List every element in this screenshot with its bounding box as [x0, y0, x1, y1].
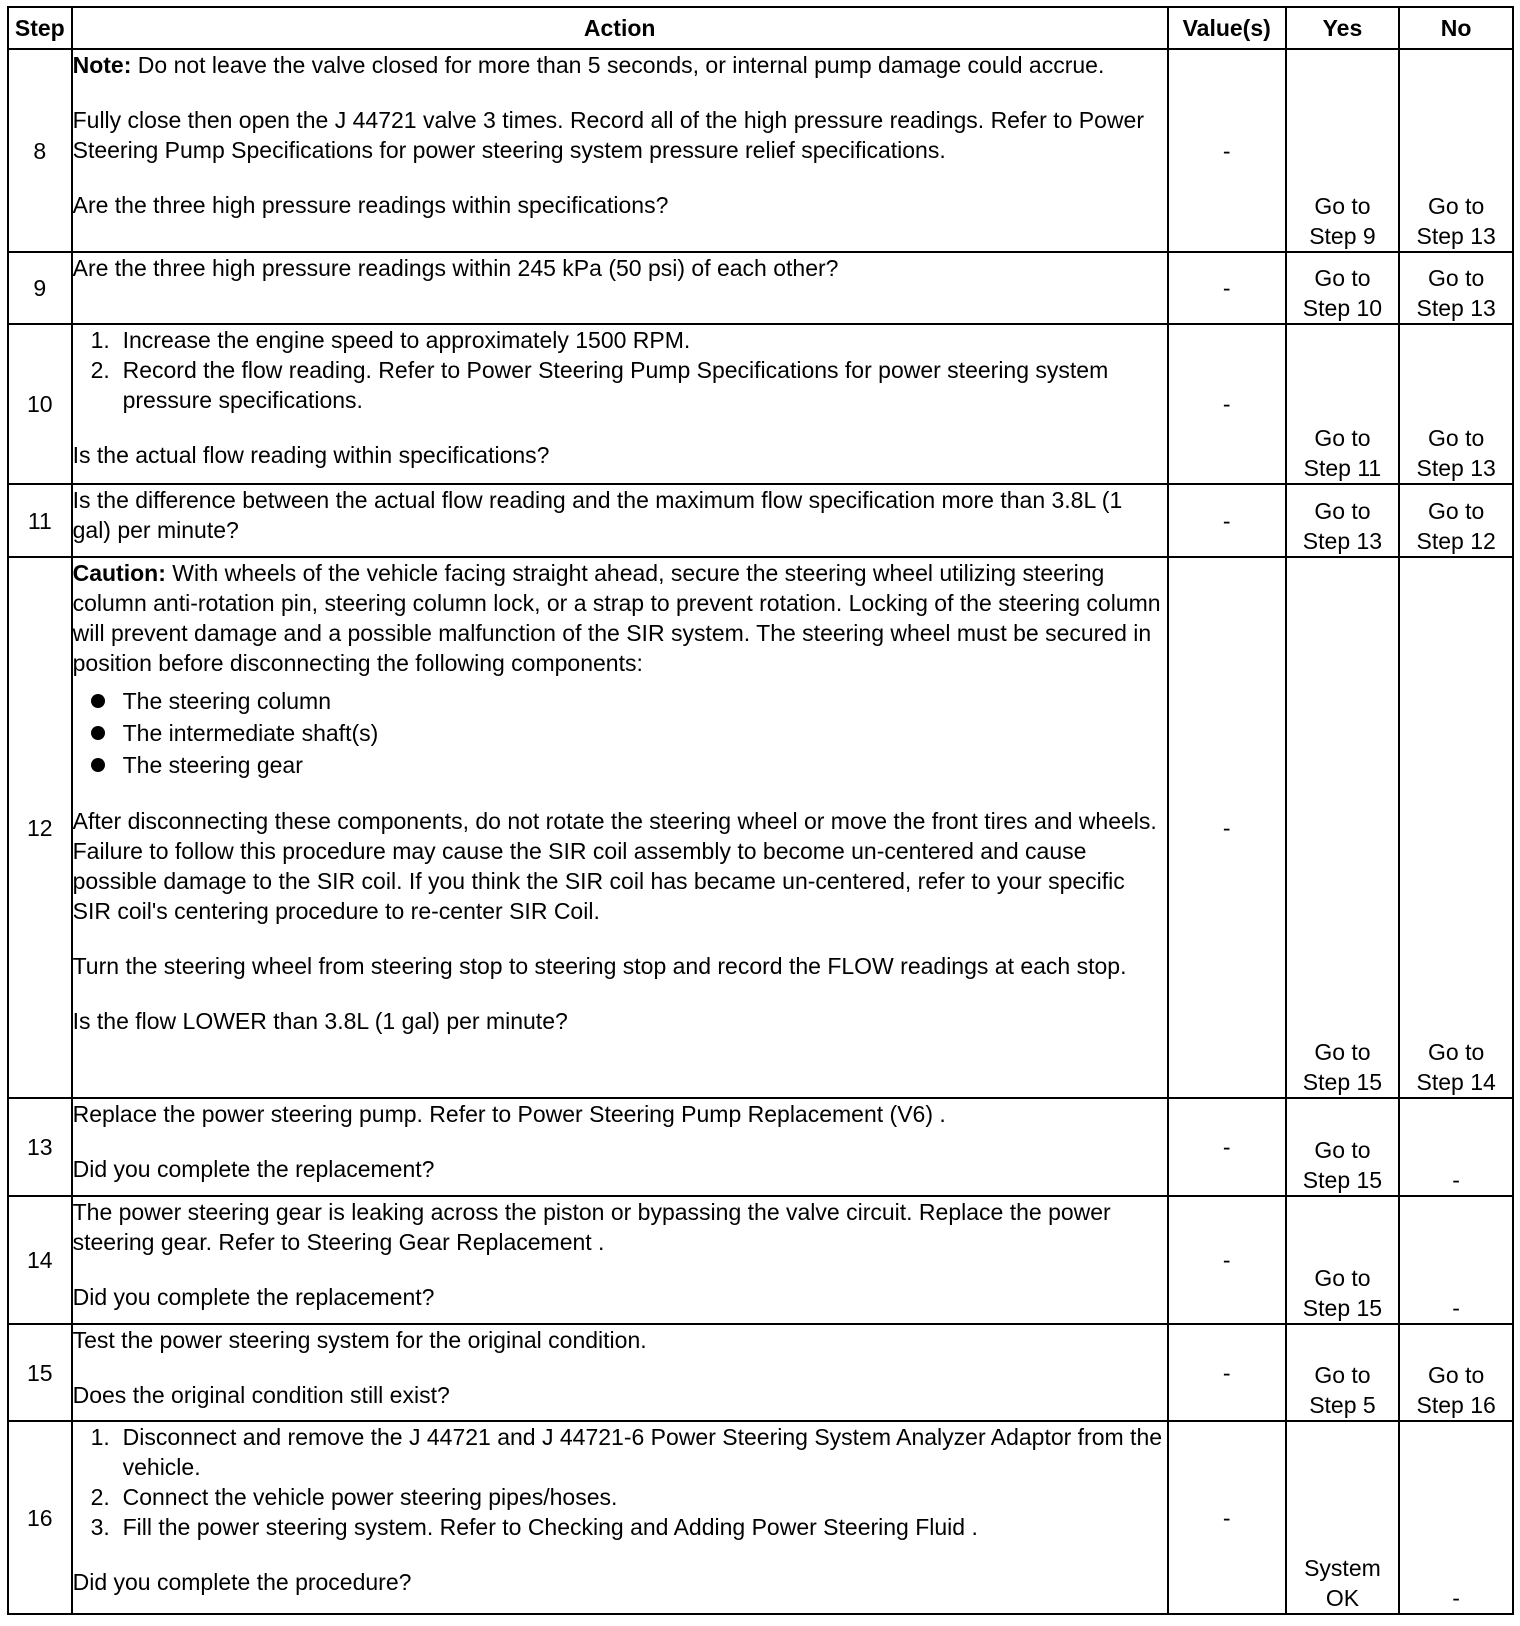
col-header-action: Action — [72, 7, 1168, 49]
action-cell — [72, 1324, 1168, 1421]
list-item — [91, 749, 1167, 781]
no-cell: - — [1399, 1421, 1513, 1614]
yes-target: Step 15 — [1302, 1295, 1383, 1321]
question-text: Is the difference between the actual flow reading and the maximum flow specification more than 3.8L (1 gal) per minute? — [72, 487, 1123, 543]
list-number: 1. — [90, 327, 110, 353]
caution — [73, 558, 1167, 678]
no-target: Step 16 — [1416, 1392, 1496, 1418]
col-header-yes: Yes — [1286, 7, 1400, 49]
yes-line: System — [1304, 1555, 1381, 1581]
list-number: 3. — [90, 1514, 110, 1540]
value-cell: - — [1168, 324, 1286, 484]
numbered-list — [73, 1422, 1167, 1542]
yes-target: Step 5 — [1309, 1392, 1376, 1418]
list-number: 1. — [90, 1424, 110, 1450]
step-number: 9 — [8, 252, 72, 324]
bullet-icon — [91, 717, 123, 749]
col-header-values: Value(s) — [1168, 7, 1286, 49]
action-cell — [72, 49, 1168, 252]
table-row — [8, 324, 1513, 484]
value-cell: - — [1168, 49, 1286, 252]
table-row — [8, 49, 1513, 252]
action-cell — [72, 1421, 1168, 1614]
list-item — [91, 355, 1167, 415]
yes-line: Go to — [1314, 1265, 1371, 1291]
instruction-text: The power steering gear is leaking across the piston or bypassing the valve circuit. Replace the power steering gear. Refer to Steering Gear Replacement . — [72, 1199, 1111, 1255]
value-cell: - — [1168, 1196, 1286, 1324]
no-target: Step 13 — [1416, 295, 1496, 321]
step-number: 14 — [8, 1196, 72, 1324]
list-text: Disconnect and remove the J 44721 and J 44721-6 Power Steering System Analyzer Adaptor from the vehicle. — [122, 1424, 1163, 1480]
col-header-step: Step — [8, 7, 72, 49]
instruction-text: Fully close then open the J 44721 valve 3 times. Record all of the high pressure readings. Refer to Power Steering Pump Specifications for power steering system pressure relief specifications. — [72, 107, 1144, 163]
no-target: Step 13 — [1416, 223, 1496, 249]
yes-cell — [1286, 1196, 1400, 1324]
list-text: Record the flow reading. Refer to Power Steering Pump Specifications for power steering system pressure specifications. — [122, 357, 1109, 413]
table-row — [8, 1196, 1513, 1324]
yes-cell — [1286, 1324, 1400, 1421]
list-item — [91, 717, 1167, 749]
no-line: Go to — [1428, 425, 1485, 451]
question-text: Is the actual flow reading within specifications? — [72, 442, 550, 468]
list-number: 2. — [90, 1484, 110, 1510]
action-cell — [72, 1098, 1168, 1196]
step-number: 8 — [8, 49, 72, 252]
no-line: Go to — [1428, 1362, 1485, 1388]
yes-cell — [1286, 1098, 1400, 1196]
list-item — [91, 1482, 1167, 1512]
list-item — [91, 325, 1167, 355]
step-number: 16 — [8, 1421, 72, 1614]
no-line: Go to — [1428, 498, 1485, 524]
yes-line: Go to — [1314, 265, 1371, 291]
note-label: Note: — [72, 52, 132, 78]
no-line: Go to — [1428, 265, 1485, 291]
numbered-list — [73, 325, 1167, 415]
question-text: Are the three high pressure readings within specifications? — [72, 192, 669, 218]
question-text: Did you complete the procedure? — [72, 1569, 412, 1595]
no-cell — [1399, 484, 1513, 557]
no-cell — [1399, 324, 1513, 484]
yes-line: Go to — [1314, 425, 1371, 451]
question-text: Does the original condition still exist? — [72, 1382, 450, 1408]
yes-cell — [1286, 252, 1400, 324]
question-text: Did you complete the replacement? — [72, 1284, 435, 1310]
value-cell: - — [1168, 557, 1286, 1098]
yes-line: Go to — [1314, 193, 1371, 219]
table-row — [8, 252, 1513, 324]
value-cell: - — [1168, 1098, 1286, 1196]
instruction-text: Replace the power steering pump. Refer to Power Steering Pump Replacement (V6) . — [72, 1101, 946, 1127]
no-cell — [1399, 49, 1513, 252]
table-row — [8, 484, 1513, 557]
question-text: Are the three high pressure readings within 245 kPa (50 psi) of each other? — [72, 255, 839, 281]
no-line: Go to — [1428, 193, 1485, 219]
no-cell — [1399, 557, 1513, 1098]
step-number: 13 — [8, 1098, 72, 1196]
list-text: Fill the power steering system. Refer to Checking and Adding Power Steering Fluid . — [122, 1514, 978, 1540]
yes-cell — [1286, 484, 1400, 557]
list-item — [91, 1512, 1167, 1542]
col-header-no: No — [1399, 7, 1513, 49]
list-text: Connect the vehicle power steering pipes/hoses. — [122, 1484, 618, 1510]
yes-target: Step 10 — [1302, 295, 1383, 321]
no-cell: - — [1399, 1098, 1513, 1196]
note-text: Do not leave the valve closed for more than 5 seconds, or internal pump damage could accrue. — [131, 52, 1105, 78]
no-target: Step 12 — [1416, 528, 1496, 554]
instruction-text: Turn the steering wheel from steering stop to steering stop and record the FLOW readings at each stop. — [72, 953, 1127, 979]
yes-cell — [1286, 324, 1400, 484]
no-cell — [1399, 252, 1513, 324]
yes-target: Step 15 — [1302, 1167, 1383, 1193]
action-cell — [72, 324, 1168, 484]
list-text: Increase the engine speed to approximately 1500 RPM. — [122, 327, 691, 353]
yes-line: Go to — [1314, 1362, 1371, 1388]
after-text: After disconnecting these components, do not rotate the steering wheel or move the front tires and wheels. Failure to follow this procedure may cause the SIR coil assembly to become un-centered and cause possible damage to the SIR coil. If you think the SIR coil has became un-centered, refer to your specific SIR coil's centering procedure to re-center SIR Coil. — [72, 808, 1157, 924]
list-text: The steering gear — [122, 752, 303, 778]
step-number: 10 — [8, 324, 72, 484]
yes-line: Go to — [1314, 498, 1371, 524]
no-target: Step 13 — [1416, 455, 1496, 481]
instruction-text: Test the power steering system for the original condition. — [72, 1327, 647, 1353]
caution-text: With wheels of the vehicle facing straight ahead, secure the steering wheel utilizing steering column anti-rotation pin, steering column lock, or a strap to prevent rotation. Locking of the steering column will prevent damage and a possible malfunction of the SIR system. The steering wheel must be secured in position before disconnecting the following components: — [72, 560, 1161, 676]
list-item — [91, 1422, 1167, 1482]
table-row — [8, 557, 1513, 1098]
table-row — [8, 1324, 1513, 1421]
list-text: The steering column — [122, 688, 331, 714]
value-cell: - — [1168, 1324, 1286, 1421]
value-cell: - — [1168, 484, 1286, 557]
value-cell: - — [1168, 252, 1286, 324]
yes-line: Go to — [1314, 1137, 1371, 1163]
yes-target: Step 15 — [1302, 1069, 1383, 1095]
value-cell: - — [1168, 1421, 1286, 1614]
header-row — [8, 7, 1513, 49]
no-cell — [1399, 1324, 1513, 1421]
step-number: 11 — [8, 484, 72, 557]
table-row — [8, 1421, 1513, 1614]
list-item — [91, 685, 1167, 717]
bullet-list — [73, 685, 1167, 781]
yes-target: Step 13 — [1302, 528, 1383, 554]
action-cell — [72, 484, 1168, 557]
yes-cell — [1286, 557, 1400, 1098]
no-target: Step 14 — [1416, 1069, 1496, 1095]
yes-target: Step 11 — [1303, 455, 1382, 481]
step-number: 15 — [8, 1324, 72, 1421]
action-cell — [72, 252, 1168, 324]
action-cell — [72, 1196, 1168, 1324]
note — [73, 50, 1167, 80]
bullet-icon — [91, 749, 123, 781]
no-line: Go to — [1428, 1039, 1485, 1065]
table-row — [8, 1098, 1513, 1196]
no-cell: - — [1399, 1196, 1513, 1324]
caution-label: Caution: — [72, 560, 166, 586]
list-number: 2. — [90, 357, 110, 383]
list-text: The intermediate shaft(s) — [122, 720, 379, 746]
yes-line: Go to — [1314, 1039, 1371, 1065]
question-text: Did you complete the replacement? — [72, 1156, 435, 1182]
yes-target: OK — [1325, 1585, 1360, 1611]
yes-target: Step 9 — [1309, 223, 1376, 249]
yes-cell — [1286, 49, 1400, 252]
bullet-icon — [91, 685, 123, 717]
question-text: Is the flow LOWER than 3.8L (1 gal) per minute? — [72, 1008, 568, 1034]
diagnostic-table — [7, 6, 1514, 1615]
yes-cell — [1286, 1421, 1400, 1614]
action-cell — [72, 557, 1168, 1098]
step-number: 12 — [8, 557, 72, 1098]
